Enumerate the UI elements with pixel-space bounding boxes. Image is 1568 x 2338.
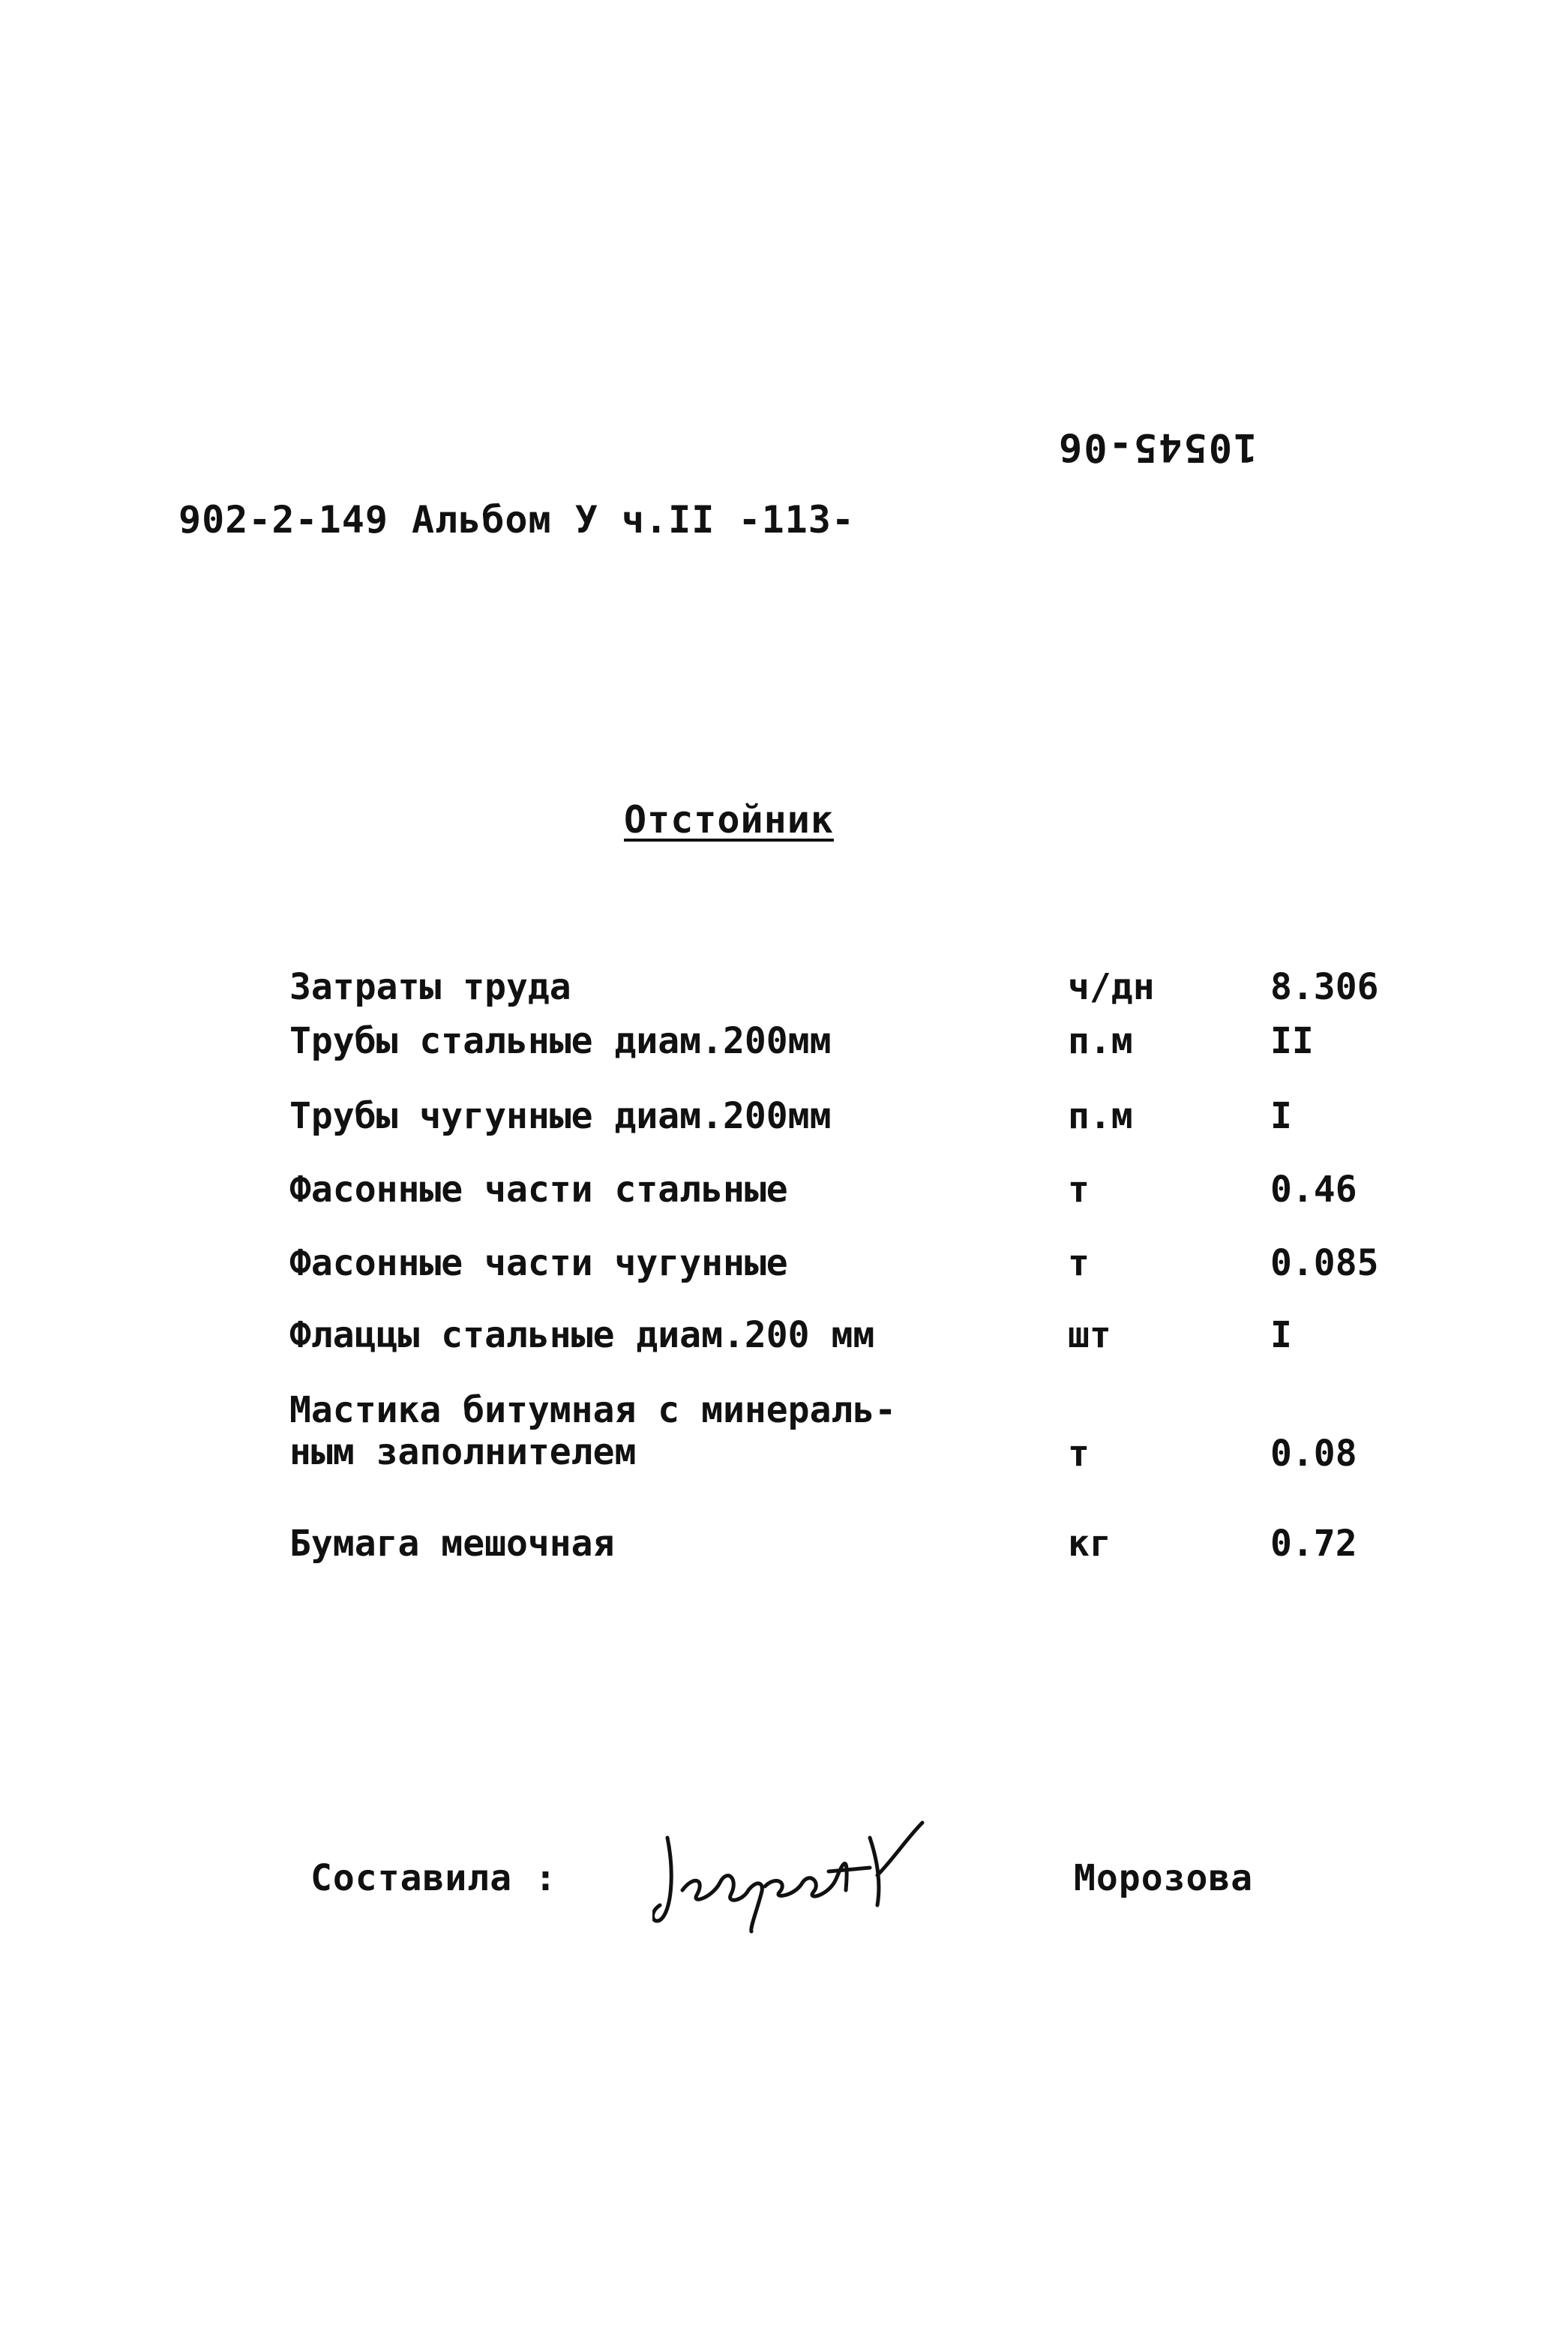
row-value: 0.46	[1270, 1169, 1357, 1211]
row-value: II	[1270, 1020, 1314, 1062]
row-value: 8.306	[1270, 966, 1379, 1008]
compiled-by-name: Морозова	[1074, 1857, 1254, 1899]
row-unit: шт	[1068, 1314, 1111, 1356]
row-value: 0.72	[1270, 1523, 1357, 1565]
row-value: 0.08	[1270, 1433, 1357, 1475]
row-name: Затраты труда	[289, 966, 571, 1008]
row-unit: п.м	[1068, 1020, 1133, 1062]
row-unit: п.м	[1068, 1095, 1133, 1137]
compiled-by-label: Составила :	[310, 1857, 557, 1899]
handwritten-signature	[652, 1808, 937, 1935]
row-name: Фасонные части чугунные	[289, 1242, 788, 1284]
row-unit: т	[1068, 1169, 1090, 1211]
document-title: Отстойник	[624, 798, 834, 842]
row-name: Мастика битумная с минераль- ным заполнителем	[289, 1389, 897, 1473]
row-unit: т	[1068, 1242, 1090, 1284]
document-header: 902-2-149 Альбом У ч.II -113-	[178, 498, 855, 542]
row-name: Трубы стальные диам.200мм	[289, 1020, 832, 1062]
row-value: I	[1270, 1095, 1292, 1137]
row-name: Фасонные части стальные	[289, 1169, 788, 1211]
row-value: I	[1270, 1314, 1292, 1356]
row-value: 0.085	[1270, 1242, 1379, 1284]
row-name: Флаццы стальные диам.200 мм	[289, 1314, 875, 1356]
archive-stamp-number: 10545-06	[1057, 425, 1258, 470]
row-unit: т	[1068, 1433, 1090, 1475]
row-unit: ч/дн	[1068, 966, 1155, 1008]
row-name: Трубы чугунные диам.200мм	[289, 1095, 832, 1137]
row-unit: кг	[1068, 1523, 1111, 1565]
row-name: Бумага мешочная	[289, 1523, 615, 1565]
